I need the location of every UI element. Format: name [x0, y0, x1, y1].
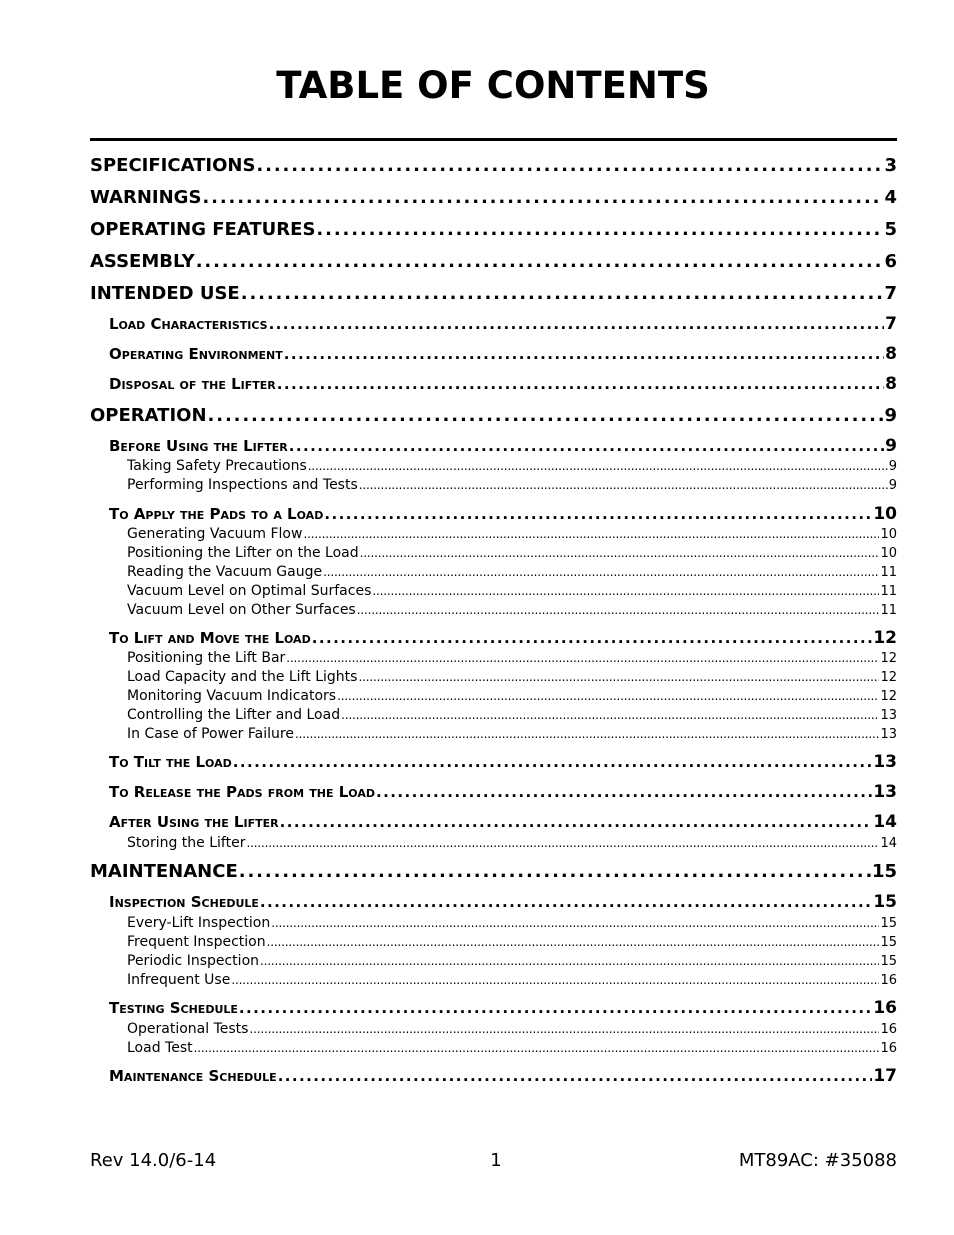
dot-leader — [280, 813, 873, 831]
dot-leader — [359, 477, 888, 494]
toc-entry-specifications[interactable] — [90, 155, 897, 177]
toc-entry-to-release-the-pads-from-the-load[interactable] — [109, 783, 897, 801]
toc-entry-label: Frequent Inspection — [127, 934, 266, 950]
dot-leader — [324, 505, 872, 523]
toc-entry-page: 13 — [880, 708, 897, 723]
toc-entry-load-capacity-and-the-lift-lights[interactable] — [127, 669, 897, 686]
dot-leader — [360, 545, 880, 562]
toc-entry-positioning-the-lift-bar[interactable] — [127, 650, 897, 667]
toc-entry-label: ASSEMBLY — [90, 251, 195, 272]
toc-entry-storing-the-lifter[interactable] — [127, 835, 897, 852]
dot-leader — [260, 893, 872, 911]
toc-entry-label: INTENDED USE — [90, 283, 240, 304]
toc-entry-operating-features[interactable] — [90, 219, 897, 241]
toc-entry-label: WARNINGS — [90, 187, 202, 208]
dot-leader — [239, 861, 871, 883]
dot-leader — [196, 251, 884, 273]
dot-leader — [286, 650, 879, 667]
toc-entry-every-lift-inspection[interactable] — [127, 915, 897, 932]
toc-entry-label: Load Test — [127, 1040, 193, 1056]
toc-entry-page: 12 — [873, 628, 897, 648]
toc-entry-label: Operating Environment — [109, 345, 283, 363]
toc-entry-label: To Release the Pads from the Load — [109, 783, 376, 801]
toc-entry-vacuum-level-on-optimal-surfaces[interactable] — [127, 583, 897, 600]
toc-entry-label: To Apply the Pads to a Load — [109, 505, 324, 523]
toc-entry-label: Periodic Inspection — [127, 953, 260, 969]
toc-entry-maintenance-schedule[interactable] — [109, 1067, 897, 1085]
toc-entry-label: Before Using the Lifter — [109, 437, 288, 455]
toc-entry-page: 8 — [885, 344, 897, 364]
toc-entry-controlling-the-lifter-and-load[interactable] — [127, 707, 897, 724]
footer-page-number: 1 — [490, 1150, 502, 1171]
toc-entry-label: Performing Inspections and Tests — [127, 477, 358, 493]
toc-entry-vacuum-level-on-other-surfaces[interactable] — [127, 602, 897, 619]
toc-entry-label: In Case of Power Failure — [127, 726, 294, 742]
toc-entry-page: 16 — [880, 973, 897, 988]
dot-leader — [278, 1067, 873, 1085]
toc-entry-page: 14 — [880, 836, 897, 851]
toc-entry-label: Controlling the Lifter and Load — [127, 707, 341, 723]
toc-entry-disposal-of-the-lifter[interactable] — [109, 375, 897, 393]
dot-leader — [239, 999, 872, 1017]
toc-entry-label: Taking Safety Precautions — [127, 458, 307, 474]
footer-model-number: MT89AC: #35088 — [738, 1150, 897, 1171]
dot-leader — [208, 405, 884, 427]
toc-entry-page: 9 — [885, 436, 897, 456]
toc-entry-page: 17 — [873, 1066, 897, 1086]
dot-leader — [246, 835, 879, 852]
toc-entry-label: Vacuum Level on Optimal Surfaces — [127, 583, 372, 599]
toc-entry-label: Disposal of the Lifter — [109, 375, 276, 393]
toc-entry-page: 14 — [873, 812, 897, 832]
toc-entry-page: 16 — [873, 998, 897, 1018]
toc-entry-page: 10 — [880, 527, 897, 542]
toc-entry-operating-environment[interactable] — [109, 345, 897, 363]
toc-entry-label: Monitoring Vacuum Indicators — [127, 688, 337, 704]
toc-entry-page: 15 — [880, 916, 897, 931]
dot-leader — [267, 934, 880, 951]
toc-entry-page: 3 — [884, 155, 897, 176]
toc-entry-page: 12 — [880, 651, 897, 666]
dot-leader — [233, 753, 873, 771]
toc-entry-label: Operational Tests — [127, 1021, 249, 1037]
dot-leader — [312, 629, 873, 647]
toc-entry-to-apply-the-pads-to-a-load[interactable] — [109, 505, 897, 523]
toc-entry-reading-the-vacuum-gauge[interactable] — [127, 564, 897, 581]
toc-entry-label: Maintenance Schedule — [109, 1067, 277, 1085]
toc-entry-label: Generating Vacuum Flow — [127, 526, 303, 542]
toc-entry-page: 12 — [880, 689, 897, 704]
toc-entry-page: 8 — [885, 374, 897, 394]
toc-entry-load-characteristics[interactable] — [109, 315, 897, 333]
toc-entry-page: 11 — [880, 584, 897, 599]
dot-leader — [260, 953, 879, 970]
dot-leader — [357, 602, 880, 619]
toc-entry-to-lift-and-move-the-load[interactable] — [109, 629, 897, 647]
toc-entry-label: To Lift and Move the Load — [109, 629, 311, 647]
toc-entry-in-case-of-power-failure[interactable] — [127, 726, 897, 743]
dot-leader — [256, 155, 883, 177]
dot-leader — [284, 345, 884, 363]
dot-leader — [337, 688, 879, 705]
toc-entry-label: Positioning the Lifter on the Load — [127, 545, 359, 561]
dot-leader — [241, 283, 884, 305]
toc-entry-load-test[interactable] — [127, 1040, 897, 1057]
toc-entry-label: Vacuum Level on Other Surfaces — [127, 602, 356, 618]
toc-entry-page: 15 — [873, 892, 897, 912]
dot-leader — [372, 583, 879, 600]
toc-entry-page: 12 — [880, 670, 897, 685]
toc-entry-label: OPERATING FEATURES — [90, 219, 316, 240]
toc-entry-after-using-the-lifter[interactable] — [109, 813, 897, 831]
toc-entry-label: To Tilt the Load — [109, 753, 232, 771]
toc-entry-page: 7 — [885, 314, 897, 334]
toc-entry-label: Load Characteristics — [109, 315, 268, 333]
toc-entry-label: Positioning the Lift Bar — [127, 650, 286, 666]
toc-entry-page: 13 — [873, 752, 897, 772]
toc-entry-positioning-the-lifter-on-the-load[interactable] — [127, 545, 897, 562]
toc-entry-page: 15 — [871, 861, 897, 882]
toc-entry-before-using-the-lifter[interactable] — [109, 437, 897, 455]
toc-entry-label: Inspection Schedule — [109, 893, 259, 911]
toc-entry-testing-schedule[interactable] — [109, 999, 897, 1017]
dot-leader — [289, 437, 884, 455]
toc-entry-page: 15 — [880, 935, 897, 950]
dot-leader — [323, 564, 879, 581]
toc-entry-page: 9 — [888, 478, 897, 493]
toc-entry-page: 10 — [880, 546, 897, 561]
toc-entry-assembly[interactable] — [90, 251, 897, 273]
dot-leader — [249, 1021, 879, 1038]
toc-entry-page: 9 — [884, 405, 897, 426]
toc-entry-infrequent-use[interactable] — [127, 972, 897, 989]
dot-leader — [376, 783, 872, 801]
toc-entry-page: 13 — [880, 727, 897, 742]
page-title: TABLE OF CONTENTS — [276, 64, 710, 107]
dot-leader — [231, 972, 879, 989]
toc-entry-label: Reading the Vacuum Gauge — [127, 564, 323, 580]
dot-leader — [269, 315, 885, 333]
toc-entry-page: 15 — [880, 954, 897, 969]
toc-entry-maintenance[interactable] — [90, 861, 897, 883]
toc-entry-page: 4 — [884, 187, 897, 208]
toc-entry-periodic-inspection[interactable] — [127, 953, 897, 970]
dot-leader — [316, 219, 883, 241]
toc-entry-performing-inspections-and-tests[interactable] — [127, 477, 897, 494]
dot-leader — [271, 915, 879, 932]
dot-leader — [358, 669, 879, 686]
toc-entry-label: MAINTENANCE — [90, 861, 238, 882]
toc-entry-monitoring-vacuum-indicators[interactable] — [127, 688, 897, 705]
toc-entry-inspection-schedule[interactable] — [109, 893, 897, 911]
toc-entry-label: Infrequent Use — [127, 972, 231, 988]
toc-entry-operation[interactable] — [90, 405, 897, 427]
toc-entry-page: 9 — [888, 459, 897, 474]
toc-entry-page: 11 — [880, 565, 897, 580]
toc-entry-generating-vacuum-flow[interactable] — [127, 526, 897, 543]
toc-entry-page: 16 — [880, 1022, 897, 1037]
dot-leader — [295, 726, 880, 743]
dot-leader — [303, 526, 879, 543]
toc-entry-page: 5 — [884, 219, 897, 240]
toc-entry-page: 16 — [880, 1041, 897, 1056]
toc-entry-label: Every-Lift Inspection — [127, 915, 271, 931]
dot-leader — [202, 187, 883, 209]
dot-leader — [341, 707, 879, 724]
toc-entry-label: SPECIFICATIONS — [90, 155, 256, 176]
toc-entry-page: 11 — [880, 603, 897, 618]
toc-entry-page: 13 — [873, 782, 897, 802]
footer-revision: Rev 14.0/6-14 — [90, 1150, 217, 1171]
toc-entry-label: Testing Schedule — [109, 999, 238, 1017]
toc-entry-warnings[interactable] — [90, 187, 897, 209]
toc-entry-to-tilt-the-load[interactable] — [109, 753, 897, 771]
toc-entry-label: Load Capacity and the Lift Lights — [127, 669, 358, 685]
dot-leader — [194, 1040, 880, 1057]
toc-entry-page: 6 — [884, 251, 897, 272]
dot-leader — [277, 375, 884, 393]
toc-entry-label: Storing the Lifter — [127, 835, 246, 851]
toc-entry-frequent-inspection[interactable] — [127, 934, 897, 951]
toc-entry-taking-safety-precautions[interactable] — [127, 458, 897, 475]
toc-entry-intended-use[interactable] — [90, 283, 897, 305]
toc-entry-operational-tests[interactable] — [127, 1021, 897, 1038]
toc-entry-label: OPERATION — [90, 405, 207, 426]
toc-entry-label: After Using the Lifter — [109, 813, 279, 831]
toc-entry-page: 10 — [873, 504, 897, 524]
dot-leader — [308, 458, 888, 475]
toc-entry-page: 7 — [884, 283, 897, 304]
